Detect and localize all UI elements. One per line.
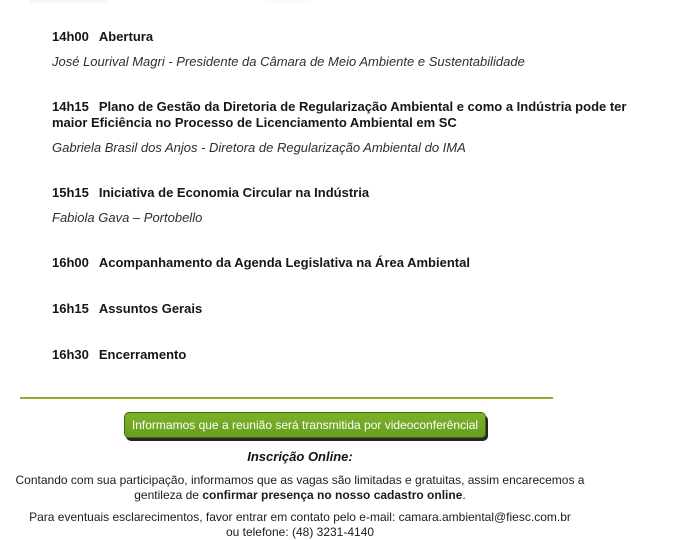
- contact-email: camara.ambiental@fiesc.com.br: [398, 510, 571, 524]
- agenda-item-topic: Encerramento: [98, 347, 187, 362]
- agenda-item-title: [52, 301, 633, 317]
- agenda-item-time: 14h15: [52, 99, 89, 114]
- registration-line2-suffix: .: [462, 488, 466, 502]
- agenda-item-time: 16h00: [52, 255, 89, 270]
- speaker-name: Fabiola Gava – Portobello: [52, 210, 203, 225]
- agenda-item: [52, 99, 633, 155]
- agenda-item-title: [52, 255, 633, 271]
- agenda-item-title: [52, 29, 633, 45]
- registration-line2-prefix: gentileza de: [134, 488, 203, 502]
- agenda-item-topic: Assuntos Gerais: [98, 301, 203, 316]
- agenda-item: [52, 255, 633, 271]
- agenda-item: [52, 29, 633, 69]
- agenda-item: [52, 347, 633, 363]
- contact-text: [0, 510, 600, 540]
- contact-line1: Para eventuais esclarecimentos, favor entrar em contato pelo e-mail:: [29, 510, 399, 524]
- agenda-item-title: [52, 347, 633, 363]
- agenda-item-title: [52, 99, 633, 131]
- registration-text: [0, 473, 600, 503]
- agenda-item-topic: Abertura: [98, 29, 154, 44]
- agenda-item-time: 16h30: [52, 347, 89, 362]
- separator-rule: [20, 397, 553, 399]
- registration-heading: Inscrição Online:: [247, 449, 353, 464]
- agenda-item-topic: Iniciativa de Economia Circular na Indústria: [98, 185, 370, 200]
- cropped-header-artifact: [265, 0, 311, 3]
- agenda-item-topic: Acompanhamento da Agenda Legislativa na Área Ambiental: [98, 255, 470, 270]
- speaker-name: José Lourival Magri - Presidente da Câmara de Meio Ambiente e Sustentabilidade: [52, 54, 525, 69]
- contact-phone-line: ou telefone: (48) 3231-4140: [225, 525, 375, 539]
- speaker-name: Gabriela Brasil dos Anjos - Diretora de Regularização Ambiental do IMA: [52, 140, 466, 155]
- registration-line2-bold: confirmar presença no nosso cadastro online: [202, 488, 463, 502]
- agenda-item: [52, 185, 633, 225]
- agenda-item-title: [52, 185, 633, 201]
- cropped-header-artifact: [30, 0, 108, 3]
- agenda-item: [52, 301, 633, 317]
- agenda-item-time: 14h00: [52, 29, 89, 44]
- agenda-item-time: 15h15: [52, 185, 89, 200]
- agenda-item-topic: Plano de Gestão da Diretoria de Regularização Ambiental e como a Indústria pode ter maior Eficiência no Processo de Licenciamento Ambiental em SC: [52, 99, 627, 130]
- footer-section: [0, 397, 673, 540]
- registration-line1: Contando com sua participação, informamos que as vagas são limitadas e gratuitas, assim encarecemos a: [15, 473, 585, 487]
- agenda-item-time: 16h15: [52, 301, 89, 316]
- videoconference-banner-button[interactable]: Informamos que a reunião será transmitida por videoconferêncial: [124, 412, 486, 438]
